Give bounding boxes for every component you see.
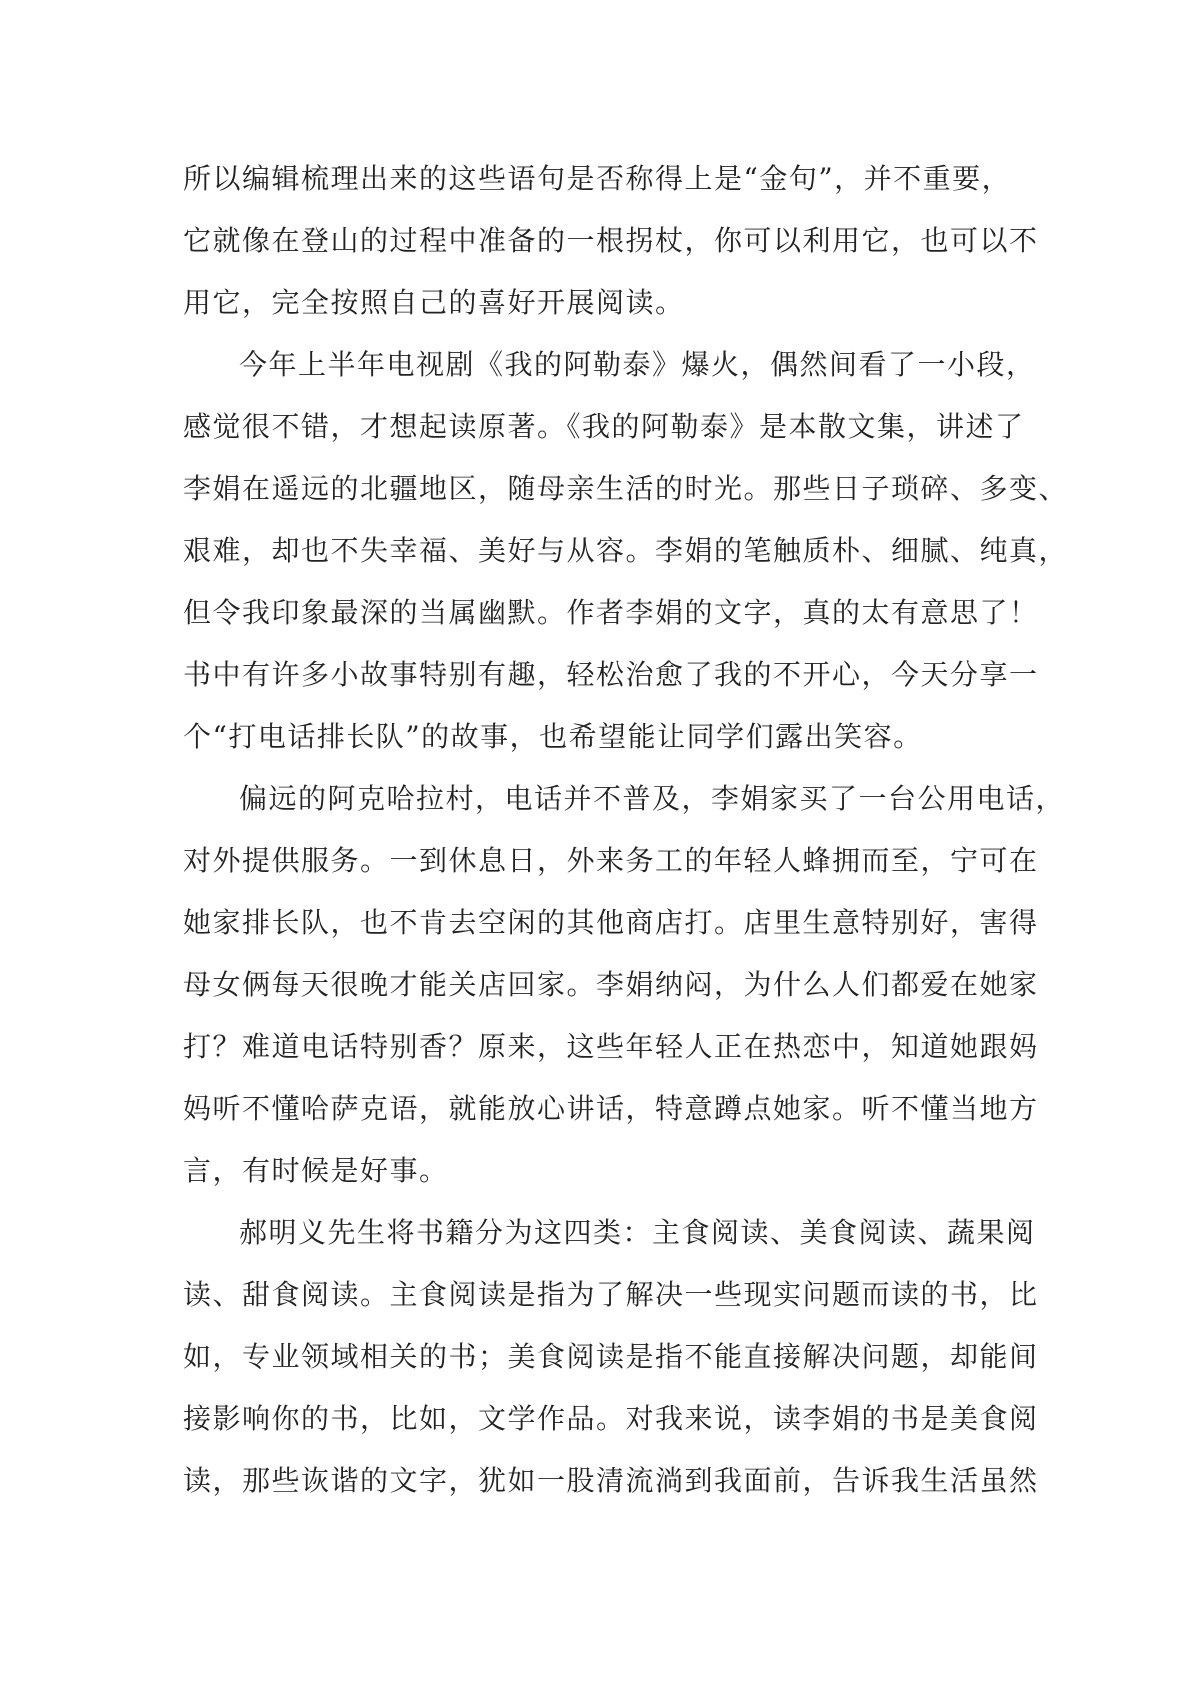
- text-line: 但令我印象最深的当属幽默。作者李娟的文字，真的太有意思了！: [183, 596, 1039, 629]
- text-line: 打？难道电话特别香？原来，这些年轻人正在热恋中，知道她跟妈: [183, 1030, 1039, 1063]
- paragraph-2: [183, 334, 1069, 768]
- text-line: 它就像在登山的过程中准备的一根拐杖，你可以利用它，也可以不: [183, 224, 1039, 257]
- text-line: 书中有许多小故事特别有趣，轻松治愈了我的不开心，今天分享一: [183, 658, 1039, 691]
- text-line: 如，专业领域相关的书；美食阅读是指不能直接解决问题，却能间: [183, 1340, 1039, 1373]
- paragraph-1: [183, 148, 1039, 334]
- text-line: 言，有时候是好事。: [183, 1154, 449, 1187]
- text-line: 用它，完全按照自己的喜好开展阅读。: [183, 286, 685, 319]
- text-line: 妈听不懂哈萨克语，就能放心讲话，特意蹲点她家。听不懂当地方: [183, 1092, 1039, 1125]
- text-line: 感觉很不错，才想起读原著。《我的阿勒泰》是本散文集，讲述了: [183, 410, 1025, 443]
- text-line: 今年上半年电视剧《我的阿勒泰》爆火，偶然间看了一小段，: [239, 348, 1036, 381]
- document-body: [183, 148, 1069, 1512]
- text-line: 艰难，却也不失幸福、美好与从容。李娟的笔触质朴、细腻、纯真，: [183, 534, 1069, 567]
- text-line: 个“打电话排长队”的故事，也希望能让同学们露出笑容。: [183, 720, 923, 753]
- text-line: 她家排长队，也不肯去空闲的其他商店打。店里生意特别好，害得: [183, 906, 1039, 939]
- paragraph-4: [183, 1202, 1039, 1512]
- text-line: 母女俩每天很晚才能关店回家。李娟纳闷，为什么人们都爱在她家: [183, 968, 1039, 1001]
- text-line: 郝明义先生将书籍分为这四类：主食阅读、美食阅读、蔬果阅: [239, 1216, 1036, 1249]
- text-line: 偏远的阿克哈拉村，电话并不普及，李娟家买了一台公用电话，: [239, 782, 1066, 815]
- text-line: 所以编辑梳理出来的这些语句是否称得上是“金句”，并不重要，: [183, 162, 1012, 195]
- text-line: 接影响你的书，比如，文学作品。对我来说，读李娟的书是美食阅: [183, 1402, 1039, 1435]
- text-line: 对外提供服务。一到休息日，外来务工的年轻人蜂拥而至，宁可在: [183, 844, 1039, 877]
- paragraph-3: [183, 768, 1066, 1202]
- text-line: 李娟在遥远的北疆地区，随母亲生活的时光。那些日子琐碎、多变、: [183, 472, 1069, 505]
- text-line: 读，那些诙谐的文字，犹如一股清流淌到我面前，告诉我生活虽然: [183, 1464, 1039, 1497]
- text-line: 读、甜食阅读。主食阅读是指为了解决一些现实问题而读的书，比: [183, 1278, 1039, 1311]
